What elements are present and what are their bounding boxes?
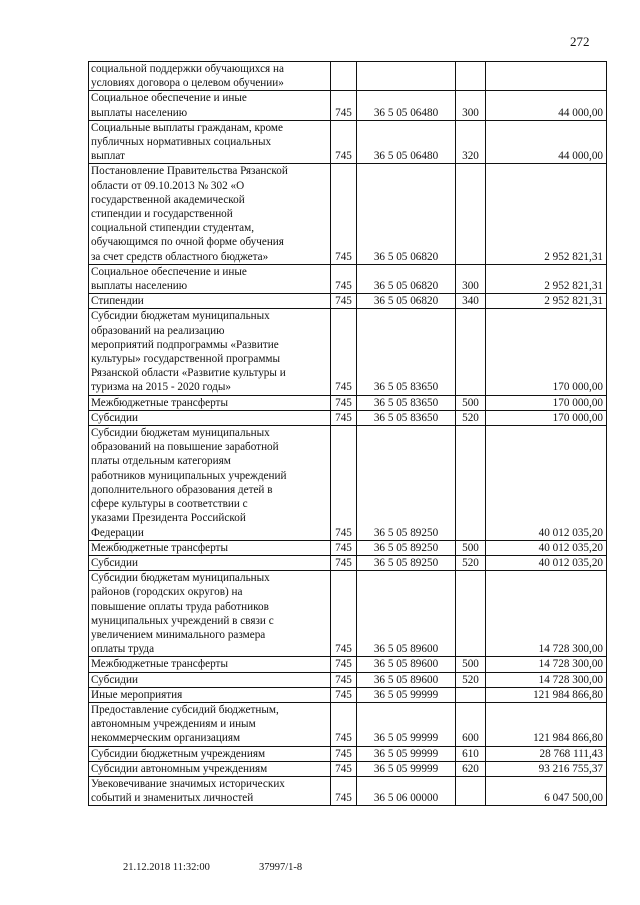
table-row (89, 657, 607, 672)
row-target-article-cell: 36 5 05 83650 (357, 395, 456, 410)
table-row (89, 395, 607, 410)
row-name-cell: Социальные выплаты гражданам, кроме публичных нормативных социальных выплат (89, 120, 331, 164)
table-row (89, 309, 607, 395)
row-amount-cell (486, 62, 607, 91)
row-amount-cell: 2 952 821,31 (486, 294, 607, 309)
row-ved-code-cell: 745 (331, 294, 357, 309)
row-ved-code-cell: 745 (331, 264, 357, 293)
budget-table-body (89, 62, 607, 806)
row-target-article-cell: 36 5 05 89250 (357, 540, 456, 555)
row-target-article-cell: 36 5 05 99999 (357, 761, 456, 776)
row-name-cell: Субсидии (89, 672, 331, 687)
row-target-article-cell: 36 5 05 06820 (357, 164, 456, 264)
row-target-article-cell: 36 5 05 99999 (357, 746, 456, 761)
row-ved-code-cell: 745 (331, 761, 357, 776)
row-expense-type-cell: 620 (456, 761, 486, 776)
row-amount-cell: 170 000,00 (486, 309, 607, 395)
row-target-article-cell: 36 5 06 00000 (357, 776, 456, 805)
table-row (89, 264, 607, 293)
row-amount-cell: 170 000,00 (486, 410, 607, 425)
table-row (89, 426, 607, 541)
row-expense-type-cell (456, 62, 486, 91)
row-ved-code-cell: 745 (331, 687, 357, 702)
row-target-article-cell: 36 5 05 89250 (357, 555, 456, 570)
table-row (89, 776, 607, 805)
row-amount-cell: 121 984 866,80 (486, 687, 607, 702)
row-amount-cell: 40 012 035,20 (486, 426, 607, 541)
row-target-article-cell: 36 5 05 06820 (357, 294, 456, 309)
row-name-cell: Иные мероприятия (89, 687, 331, 702)
row-expense-type-cell (456, 687, 486, 702)
row-target-article-cell: 36 5 05 99999 (357, 687, 456, 702)
row-target-article-cell: 36 5 05 89600 (357, 672, 456, 687)
row-name-cell: Субсидии бюджетам муниципальных образований на реализацию мероприятий подпрограммы «Развитие культуры» государственной программы Рязанской области «Развитие культуры и туризма на 2015 - 2020 годы» (89, 309, 331, 395)
row-amount-cell: 14 728 300,00 (486, 672, 607, 687)
row-expense-type-cell: 610 (456, 746, 486, 761)
row-amount-cell: 14 728 300,00 (486, 571, 607, 657)
table-row (89, 555, 607, 570)
row-name-cell: социальной поддержки обучающихся на условиях договора о целевом обучении» (89, 62, 331, 91)
row-expense-type-cell: 300 (456, 264, 486, 293)
row-expense-type-cell: 300 (456, 91, 486, 120)
row-ved-code-cell: 745 (331, 410, 357, 425)
table-row (89, 91, 607, 120)
row-ved-code-cell: 745 (331, 540, 357, 555)
row-expense-type-cell: 600 (456, 702, 486, 746)
row-name-cell: Постановление Правительства Рязанской области от 09.10.2013 № 302 «О государственной академической стипендии и государственной социальной стипендии студентам, обучающимся по очной форме обучения за счет средств областного бюджета» (89, 164, 331, 264)
row-ved-code-cell: 745 (331, 672, 357, 687)
row-name-cell: Социальное обеспечение и иные выплаты населению (89, 264, 331, 293)
table-row (89, 571, 607, 657)
page-number: 272 (570, 34, 590, 49)
table-row (89, 410, 607, 425)
row-name-cell: Субсидии (89, 555, 331, 570)
row-name-cell: Социальное обеспечение и иные выплаты населению (89, 91, 331, 120)
table-row (89, 294, 607, 309)
row-expense-type-cell: 520 (456, 410, 486, 425)
row-expense-type-cell: 500 (456, 540, 486, 555)
row-ved-code-cell: 745 (331, 395, 357, 410)
table-row (89, 540, 607, 555)
row-expense-type-cell (456, 571, 486, 657)
row-amount-cell: 44 000,00 (486, 91, 607, 120)
row-expense-type-cell: 520 (456, 672, 486, 687)
row-name-cell: Межбюджетные трансферты (89, 657, 331, 672)
row-amount-cell: 121 984 866,80 (486, 702, 607, 746)
row-amount-cell: 93 216 755,37 (486, 761, 607, 776)
table-row (89, 761, 607, 776)
row-name-cell: Субсидии автономным учреждениям (89, 761, 331, 776)
row-amount-cell: 6 047 500,00 (486, 776, 607, 805)
row-expense-type-cell: 520 (456, 555, 486, 570)
row-ved-code-cell: 745 (331, 776, 357, 805)
row-target-article-cell: 36 5 05 06820 (357, 264, 456, 293)
table-row (89, 746, 607, 761)
row-target-article-cell: 36 5 05 99999 (357, 702, 456, 746)
row-name-cell: Субсидии бюджетам муниципальных образований на повышение заработной платы отдельным категориям работников муниципальных учреждений дополнительного образования детей в сфере культуры в соответствии с указами Президента Российской Федерации (89, 426, 331, 541)
row-target-article-cell: 36 5 05 89600 (357, 657, 456, 672)
table-row (89, 62, 607, 91)
budget-table (88, 61, 607, 806)
row-target-article-cell: 36 5 05 06480 (357, 91, 456, 120)
row-ved-code-cell (331, 62, 357, 91)
row-expense-type-cell (456, 776, 486, 805)
row-expense-type-cell: 340 (456, 294, 486, 309)
row-ved-code-cell: 745 (331, 426, 357, 541)
row-name-cell: Межбюджетные трансферты (89, 395, 331, 410)
table-row (89, 120, 607, 164)
row-ved-code-cell: 745 (331, 571, 357, 657)
row-amount-cell: 40 012 035,20 (486, 555, 607, 570)
row-amount-cell: 28 768 111,43 (486, 746, 607, 761)
row-amount-cell: 44 000,00 (486, 120, 607, 164)
row-ved-code-cell: 745 (331, 309, 357, 395)
row-amount-cell: 40 012 035,20 (486, 540, 607, 555)
row-ved-code-cell: 745 (331, 164, 357, 264)
row-target-article-cell: 36 5 05 89600 (357, 571, 456, 657)
row-expense-type-cell: 500 (456, 395, 486, 410)
row-ved-code-cell: 745 (331, 91, 357, 120)
row-amount-cell: 170 000,00 (486, 395, 607, 410)
row-expense-type-cell: 320 (456, 120, 486, 164)
row-name-cell: Субсидии бюджетам муниципальных районов (городских округов) на повышение оплаты труда работников муниципальных учреждений в связи с увеличением минимального размера оплаты труда (89, 571, 331, 657)
row-amount-cell: 2 952 821,31 (486, 164, 607, 264)
row-expense-type-cell (456, 164, 486, 264)
table-row (89, 702, 607, 746)
row-ved-code-cell: 745 (331, 746, 357, 761)
row-name-cell: Стипендии (89, 294, 331, 309)
row-target-article-cell: 36 5 05 83650 (357, 410, 456, 425)
row-name-cell: Межбюджетные трансферты (89, 540, 331, 555)
row-expense-type-cell: 500 (456, 657, 486, 672)
row-amount-cell: 14 728 300,00 (486, 657, 607, 672)
row-expense-type-cell (456, 309, 486, 395)
footer-timestamp: 21.12.2018 11:32:00 (123, 862, 210, 873)
row-name-cell: Субсидии бюджетным учреждениям (89, 746, 331, 761)
table-row (89, 672, 607, 687)
row-target-article-cell: 36 5 05 06480 (357, 120, 456, 164)
row-name-cell: Субсидии (89, 410, 331, 425)
row-ved-code-cell: 745 (331, 120, 357, 164)
row-name-cell: Предоставление субсидий бюджетным, автономным учреждениям и иным некоммерческим организациям (89, 702, 331, 746)
row-name-cell: Увековечивание значимых исторических событий и знаменитых личностей (89, 776, 331, 805)
row-target-article-cell: 36 5 05 89250 (357, 426, 456, 541)
table-row (89, 687, 607, 702)
row-target-article-cell: 36 5 05 83650 (357, 309, 456, 395)
footer-document-id: 37997/1-8 (259, 862, 303, 873)
row-ved-code-cell: 745 (331, 702, 357, 746)
table-row (89, 164, 607, 264)
row-ved-code-cell: 745 (331, 555, 357, 570)
row-amount-cell: 2 952 821,31 (486, 264, 607, 293)
row-expense-type-cell (456, 426, 486, 541)
row-ved-code-cell: 745 (331, 657, 357, 672)
row-target-article-cell (357, 62, 456, 91)
